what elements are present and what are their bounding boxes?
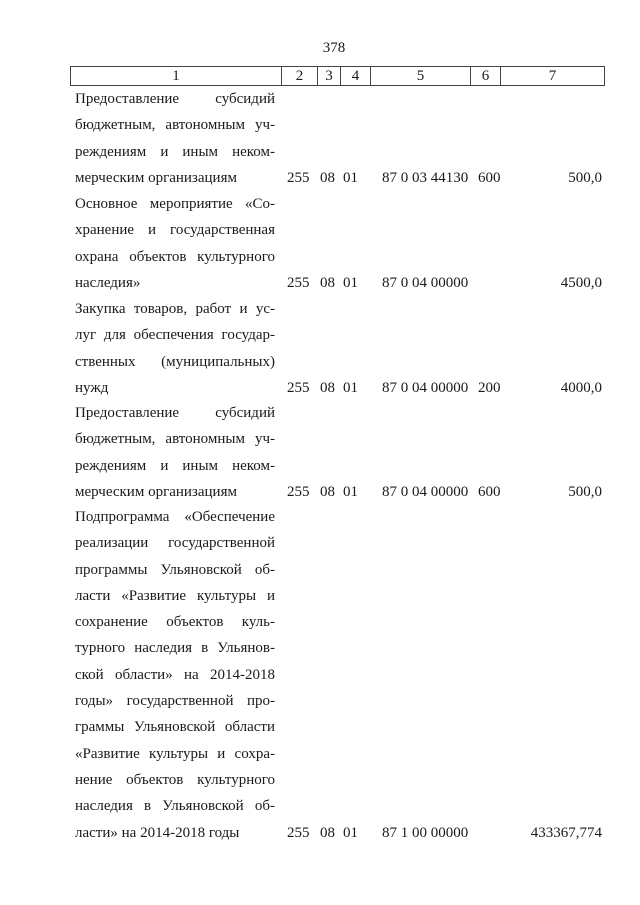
cell-target-article: 87 0 03 44130 (382, 170, 469, 187)
cell-amount: 4500,0 (560, 275, 602, 292)
desc-line: Основное мероприятие «Со- (75, 196, 275, 212)
cell-section: 08 (320, 170, 335, 187)
desc-line: ственных (муниципальных) (75, 353, 275, 370)
desc-line: хранение и государственная (75, 222, 275, 239)
desc-line: программы Ульяновской об- (75, 561, 275, 578)
cell-section: 08 (320, 380, 335, 397)
cell-ministry: 255 (287, 170, 310, 187)
cell-ministry: 255 (287, 484, 310, 501)
desc-line: нение объектов культурного (75, 771, 275, 788)
cell-amount: 433367,774 (530, 824, 602, 841)
cell-expense-type: 600 (478, 484, 501, 501)
desc-line: реализации государственной (75, 535, 275, 552)
desc-line: реждениям и иным неком- (75, 143, 275, 160)
page-number: 378 (322, 40, 346, 56)
cell-target-article: 87 1 00 00000 (382, 824, 469, 841)
desc-line: годы» государственной про- (75, 693, 275, 710)
cell-subsection: 01 (343, 824, 358, 841)
desc-line: ласти» на 2014-2018 годы (75, 824, 240, 841)
row-values (75, 479, 605, 505)
desc-line: охрана объектов культурного (75, 248, 275, 265)
table-row (75, 400, 605, 505)
desc-line: нужд (75, 379, 109, 396)
cell-ministry: 255 (287, 824, 310, 841)
cell-ministry: 255 (287, 380, 310, 397)
cell-subsection: 01 (343, 484, 358, 501)
desc-line: мерческим организациям (75, 483, 237, 500)
table-row (75, 191, 605, 296)
desc-line: Закупка товаров, работ и ус- (75, 301, 275, 317)
row-values (75, 820, 605, 846)
cell-subsection: 01 (343, 275, 358, 292)
desc-line: Предоставление субсидий (75, 91, 275, 107)
desc-line: бюджетным, автономным уч- (75, 431, 275, 448)
cell-amount: 500,0 (568, 484, 602, 501)
cell-section: 08 (320, 484, 335, 501)
desc-line: Предоставление субсидий (75, 405, 275, 421)
cell-subsection: 01 (343, 380, 358, 397)
row-values (75, 375, 605, 401)
desc-line: наследия в Ульяновской об- (75, 798, 275, 815)
desc-line: реждениям и иным неком- (75, 457, 275, 474)
header-col-2: 2 (282, 67, 318, 85)
desc-line: ласти «Развитие культуры и (75, 587, 275, 604)
desc-line: граммы Ульяновской области (75, 719, 275, 736)
table-row (75, 86, 605, 191)
cell-section: 08 (320, 824, 335, 841)
cell-section: 08 (320, 275, 335, 292)
cell-target-article: 87 0 04 00000 (382, 275, 469, 292)
header-col-1: 1 (71, 67, 282, 85)
cell-target-article: 87 0 04 00000 (382, 484, 469, 501)
cell-amount: 500,0 (568, 170, 602, 187)
header-col-5: 5 (371, 67, 471, 85)
header-col-3: 3 (318, 67, 341, 85)
row-values (75, 270, 605, 296)
row-values (75, 165, 605, 191)
header-col-4: 4 (341, 67, 371, 85)
desc-line: ской области» на 2014-2018 (75, 666, 275, 683)
table-row (75, 504, 605, 846)
header-col-7: 7 (548, 68, 557, 84)
desc-line: бюджетным, автономным уч- (75, 117, 275, 134)
table-header (70, 66, 605, 86)
desc-line: Подпрограмма «Обеспечение (75, 509, 275, 525)
cell-expense-type: 600 (478, 170, 501, 187)
desc-line: «Развитие культуры и сохра- (75, 745, 275, 762)
header-col-6: 6 (471, 67, 501, 85)
row-description (75, 504, 275, 846)
cell-expense-type: 200 (478, 380, 501, 397)
desc-line: наследия» (75, 274, 141, 291)
cell-target-article: 87 0 04 00000 (382, 380, 469, 397)
desc-line: луг для обеспечения государ- (75, 327, 275, 344)
desc-line: турного наследия в Ульянов- (75, 640, 275, 657)
cell-ministry: 255 (287, 275, 310, 292)
cell-subsection: 01 (343, 170, 358, 187)
desc-line: сохранение объектов куль- (75, 614, 275, 631)
desc-line: мерческим организациям (75, 169, 237, 186)
cell-amount: 4000,0 (560, 380, 602, 397)
table-row (75, 296, 605, 401)
